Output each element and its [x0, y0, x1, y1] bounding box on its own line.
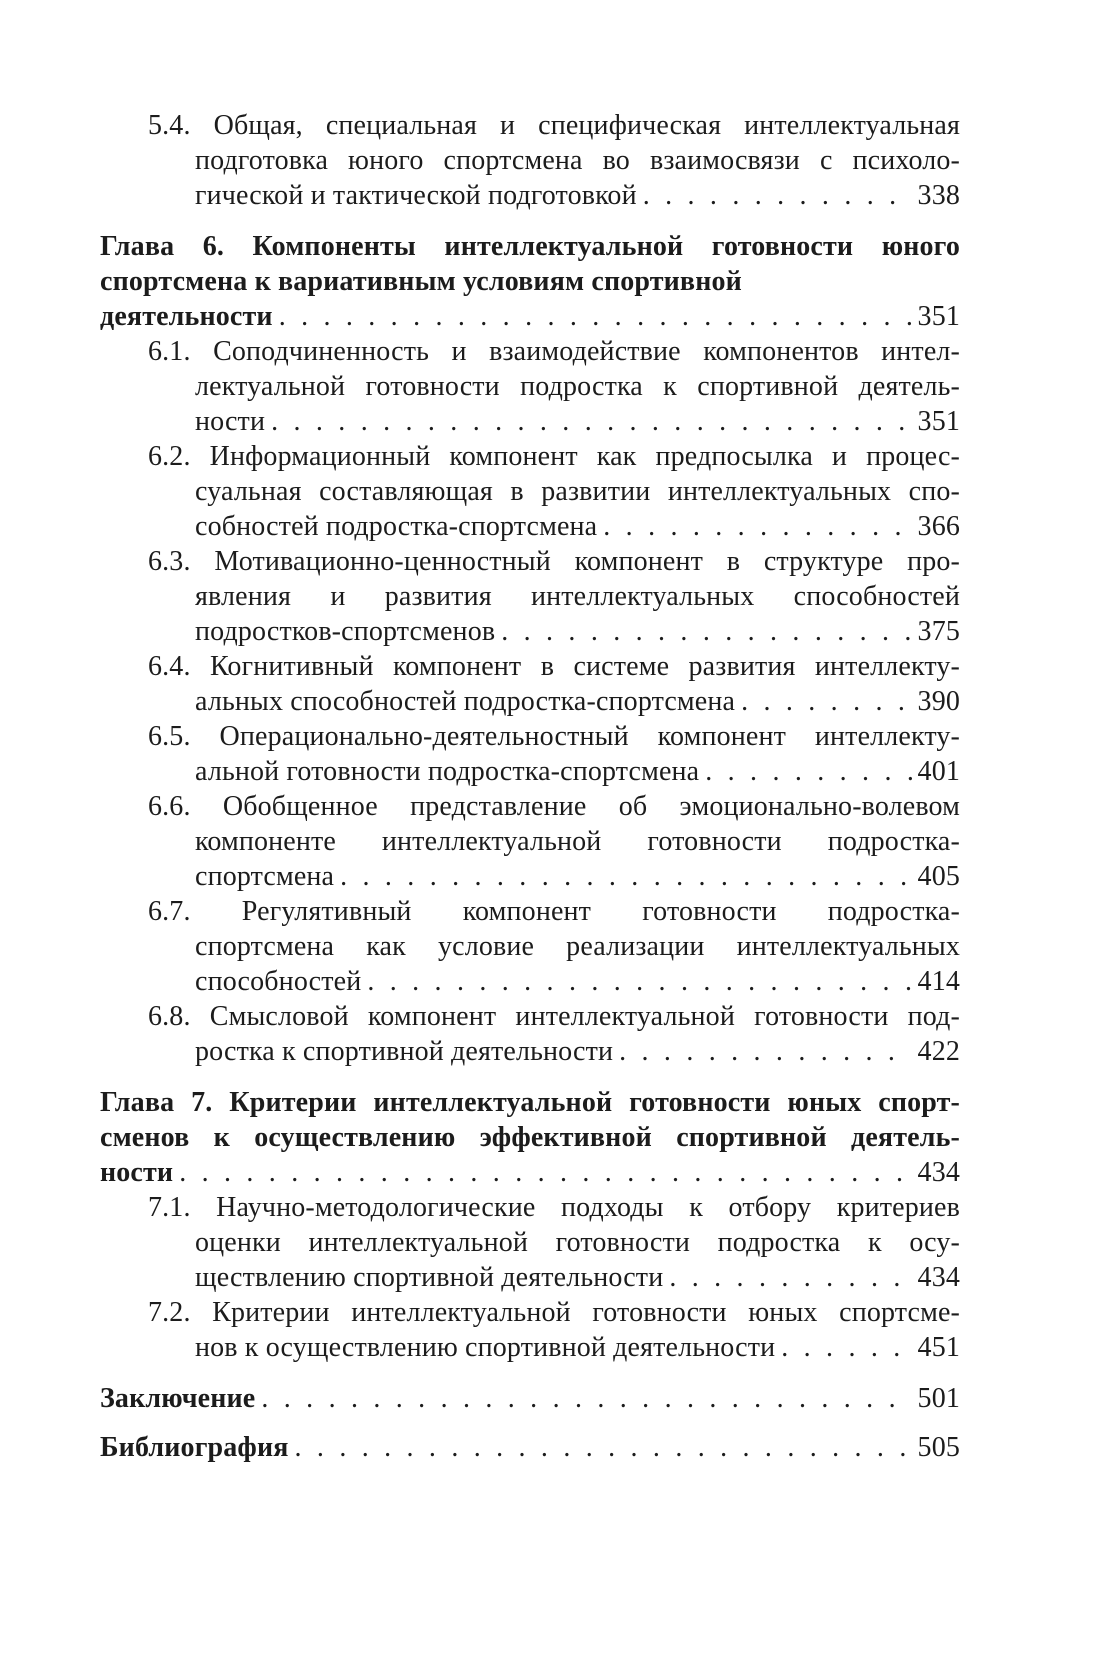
chapter-title: Глава 6. Компоненты интеллектуальной готовности юного [100, 231, 960, 262]
toc-entry-6-3[interactable] [100, 544, 960, 649]
toc-entry-text: способностей [195, 966, 362, 997]
toc-conclusion[interactable] [100, 1381, 960, 1416]
toc-entry-text: альных способностей подростка-спортсмена [195, 686, 736, 717]
toc-entry-6-8[interactable] [100, 999, 960, 1069]
bibliography-title: Библиография [100, 1432, 289, 1463]
page-number: 501 [917, 1383, 960, 1414]
toc-entry-6-7[interactable] [100, 894, 960, 999]
toc-entry-text: 5.4. Общая, специальная и специфическая интеллектуальная [148, 110, 960, 141]
page-number: 338 [917, 180, 960, 211]
toc-entry-text: спортсмена [195, 861, 335, 892]
toc-entry-text: 7.2. Критерии интеллектуальной готовности юных спортсме- [148, 1297, 960, 1328]
toc-chapter-7[interactable] [100, 1085, 960, 1190]
toc-entry-7-2[interactable] [100, 1295, 960, 1365]
toc-entry-text: лектуальной готовности подростка к спортивной деятель- [195, 371, 960, 402]
toc-entry-text: 6.3. Мотивационно-ценностный компонент в структуре про- [148, 546, 960, 577]
chapter-title: сменов к осуществлению эффективной спортивной деятель- [100, 1122, 960, 1153]
dot-leader [179, 1155, 911, 1190]
page-number: 366 [917, 511, 960, 542]
page-number: 405 [917, 861, 960, 892]
dot-leader [781, 1330, 911, 1365]
toc-entry-text: 6.2. Информационный компонент как предпосылка и процес- [148, 441, 960, 472]
toc-entry-text: подростков-спортсменов [195, 616, 496, 647]
conclusion-title: Заключение [100, 1383, 256, 1414]
page-number: 451 [917, 1332, 960, 1363]
page-number: 375 [917, 616, 960, 647]
chapter-title: спортсмена к вариативным условиям спортивной [100, 266, 742, 297]
chapter-title: ности [100, 1157, 174, 1188]
page-number: 390 [917, 686, 960, 717]
toc-entry-text: подготовка юного спортсмена во взаимосвязи с психоло- [195, 145, 960, 176]
toc-entry-6-5[interactable] [100, 719, 960, 789]
dot-leader [271, 404, 911, 439]
chapter-title: Глава 7. Критерии интеллектуальной готовности юных спорт- [100, 1087, 960, 1118]
toc-entry-text: нов к осуществлению спортивной деятельности [195, 1332, 776, 1363]
toc-entry-6-1[interactable] [100, 334, 960, 439]
toc-entry-6-2[interactable] [100, 439, 960, 544]
dot-leader [340, 859, 911, 894]
toc-entry-text: суальная составляющая в развитии интеллектуальных спо- [195, 476, 960, 507]
page-number: 434 [917, 1157, 960, 1188]
toc-entry-6-6[interactable] [100, 789, 960, 894]
toc-entry-text: 6.8. Смысловой компонент интеллектуальной готовности под- [148, 1001, 960, 1032]
dot-leader [367, 964, 911, 999]
toc-entry-7-1[interactable] [100, 1190, 960, 1295]
page-number: 434 [917, 1262, 960, 1293]
toc-entry-text: 6.4. Когнитивный компонент в системе развития интеллекту- [148, 651, 960, 682]
toc-chapter-6[interactable] [100, 229, 960, 334]
toc-entry-text: 6.7. Регулятивный компонент готовности подростка- [148, 896, 960, 927]
page-number: 351 [917, 301, 960, 332]
toc-entry-text: 6.1. Соподчиненность и взаимодействие компонентов интел- [148, 336, 960, 367]
toc-entry-text: 7.1. Научно-методологические подходы к отбору критериев [148, 1192, 960, 1223]
toc-entry-text: собностей подростка-спортсмена [195, 511, 598, 542]
chapter-title: деятельности [100, 301, 273, 332]
dot-leader [279, 299, 912, 334]
toc-entry-text: компоненте интеллектуальной готовности подростка- [195, 826, 960, 857]
page-number: 401 [917, 756, 960, 787]
toc-entry-6-4[interactable] [100, 649, 960, 719]
toc-entry-text: ществлению спортивной деятельности [195, 1262, 664, 1293]
page-number: 505 [917, 1432, 960, 1463]
page-number: 414 [917, 966, 960, 997]
page-number: 351 [917, 406, 960, 437]
toc-entry-text: ростка к спортивной деятельности [195, 1036, 614, 1067]
toc-entry-text: явления и развития интеллектуальных способностей [195, 581, 960, 612]
toc-entry-5-4[interactable] [100, 108, 960, 213]
page-number: 422 [917, 1036, 960, 1067]
dot-leader [705, 754, 911, 789]
dot-leader [643, 178, 912, 213]
table-of-contents [100, 108, 960, 1465]
dot-leader [619, 1034, 911, 1069]
toc-entry-text: 6.5. Операционально-деятельностный компонент интеллекту- [148, 721, 960, 752]
toc-entry-text: спортсмена как условие реализации интеллектуальных [195, 931, 960, 962]
toc-entry-text: гической и тактической подготовкой [195, 180, 637, 211]
toc-entry-text: альной готовности подростка-спортсмена [195, 756, 700, 787]
dot-leader [261, 1381, 911, 1416]
toc-bibliography[interactable] [100, 1430, 960, 1465]
dot-leader [669, 1260, 911, 1295]
dot-leader [603, 509, 911, 544]
toc-entry-text: оценки интеллектуальной готовности подростка к осу- [195, 1227, 960, 1258]
dot-leader [295, 1430, 912, 1465]
dot-leader [741, 684, 911, 719]
toc-entry-text: 6.6. Обобщенное представление об эмоционально-волевом [148, 791, 960, 822]
toc-entry-text: ности [195, 406, 266, 437]
dot-leader [501, 614, 911, 649]
